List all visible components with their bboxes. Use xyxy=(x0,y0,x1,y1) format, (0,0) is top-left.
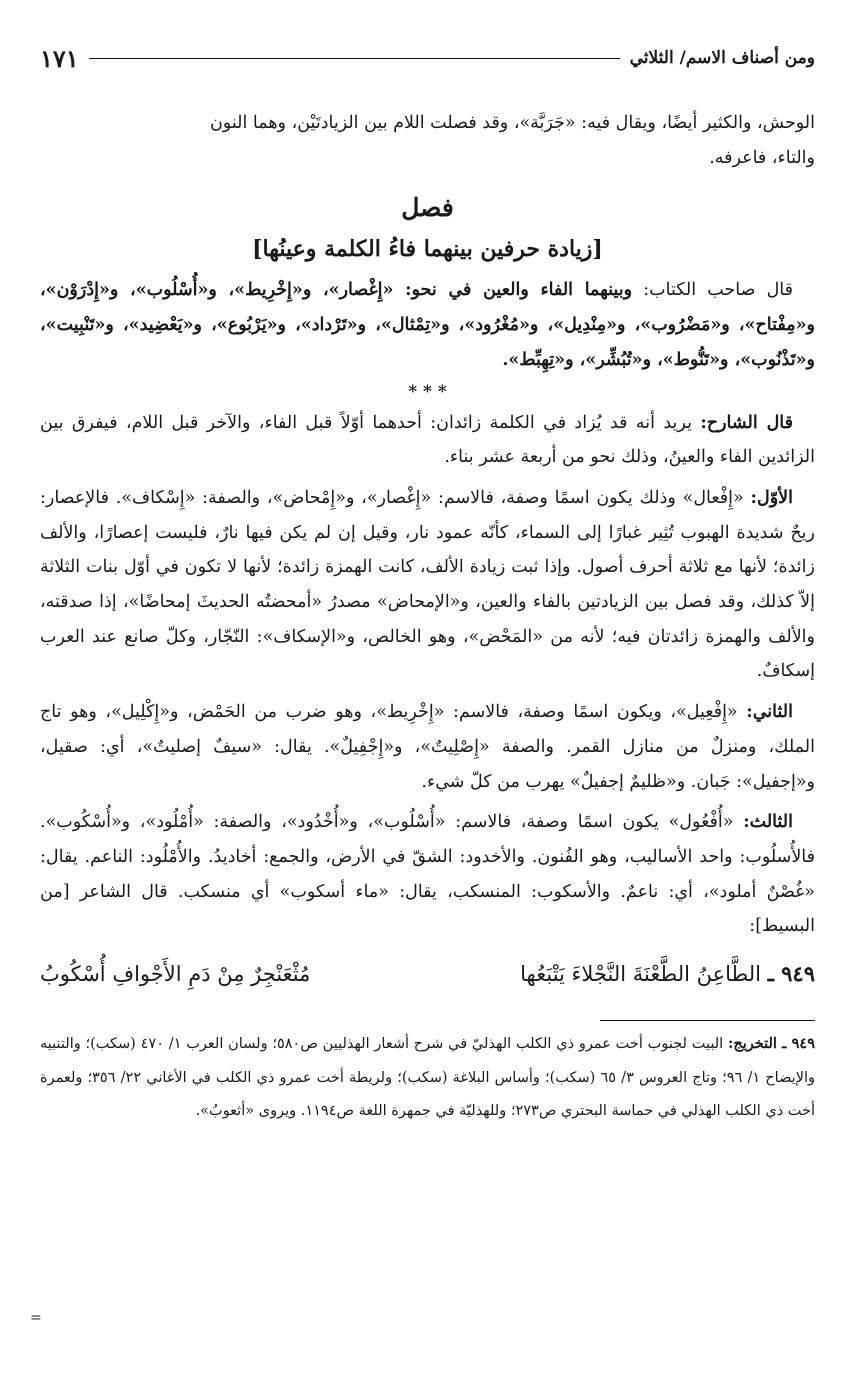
third-text: «أُفْعُول» يكون اسمًا وصفة، فالاسم: «أُسْلُوب»، و«أُخْدُود»، والصفة: «أُمْلُود»، و«أُسْكُوب». فالأُسلُوب: واحد الأساليب، وهو الفُنون. والأخدود: الشقّ في الأرض، والجمع: أخاديدُ. والأُمْلُود: الناعم. يقال: «غُصْنٌ أملود»، أي: ناعمٌ. والأسكوب: المنسكب، يقال: «ماء أسكوب» أي منسكب. قال الشاعر [من البسيط]: xyxy=(40,812,815,937)
footnote-label: ٩٤٩ ـ التخريج: xyxy=(728,1035,816,1053)
author-label: قال صاحب الكتاب: xyxy=(643,280,793,301)
verse-number: ٩٤٩ ـ xyxy=(767,961,815,987)
poetry-verse xyxy=(40,954,815,994)
verse-first-hemistich: الطَّاعِنُ الطَّعْنَةَ النَّجْلاءَ يَتْبَعُها xyxy=(520,962,761,987)
commentator-label: قال الشارح: xyxy=(700,412,793,433)
verse-first-half xyxy=(520,954,815,994)
section-subtitle: [زيادة حرفين بينهما فاءُ الكلمة وعينُها] xyxy=(252,236,603,263)
main-text xyxy=(40,106,815,994)
verse-second-hemistich: مُثْعَنْجِرٌ مِنْ دَمِ الأَجْوافِ أُسْكُوبُ xyxy=(40,962,311,987)
footnote xyxy=(40,1027,815,1129)
page-number: ١٧١ xyxy=(40,43,79,73)
page-header xyxy=(40,40,815,76)
footnote-text: البيت لجنوب أخت عمرو ذي الكلب الهذليّ في شرح أشعار الهذليين ص٥٨٠؛ ولسان العرب ١/ ٤٧٠ (سكب)؛ والتنبيه والإيضاح ١/ ٩٦؛ وتاج العروس ٣/ ٦٥ (سكب)؛ وأساس البلاغة (سكب)؛ ولريطة أخت عمرو ذي الكلب في الأغاني ٢٢/ ٣٥٦؛ ولعمرة أخت ذي الكلب الهذلي في حماسة البحتري ص٢٧٣؛ وللهذليّة في جمهرة اللغة ص١١٩٤. ويروى «أثعوبُ». xyxy=(40,1036,815,1120)
section-title: فصل xyxy=(401,193,454,223)
third-label: الثالث: xyxy=(743,812,793,833)
second-pattern-paragraph xyxy=(40,695,815,799)
commentator-text: يريد أنه قد يُزاد في الكلمة زائدان: أحدهما أوّلاً قبل الفاء، والآخر قبل اللام، فيفرق بين الزائدين الفاء والعينُ، وذلك نحو من أربعة عشر بناء. xyxy=(40,412,815,468)
header-rule xyxy=(89,58,620,59)
section-separator: * * * xyxy=(408,381,447,402)
opening-line-1: الوحش، والكثير أيضًا، ويقال فيه: «جَرَبَّة»، وقد فصلت اللام بين الزيادتَيْن، وهما النون xyxy=(209,113,815,133)
second-label: الثاني: xyxy=(746,702,793,723)
second-text: «إِفْعِيل»، ويكون اسمًا وصفة، فالاسم: «إِخْرِيط»، وهو ضرب من الحَمْض، و«إِكْلِيل»، وهو تاج الملك، ومنزلٌ من منازل القمر. والصفة «إِصْلِيتٌ»، و«إِجْفِيلٌ». يقال: «سيفٌ إصليتٌ»، أي: صقيل، و«إجفيل»: جَبان. و«ظليمٌ إجفيلٌ» يهرب من كلّ شيء. xyxy=(40,702,815,792)
first-label: الأوّل: xyxy=(750,487,793,508)
author-paragraph xyxy=(40,273,815,377)
document-page xyxy=(40,40,815,1129)
margin-mark: = xyxy=(30,1310,42,1326)
running-head: ومن أصناف الاسم/ الثلاثي xyxy=(629,48,815,68)
commentator-paragraph xyxy=(40,406,815,475)
opening-line-2: والتاء، فاعرفه. xyxy=(709,147,815,168)
author-text: وبينهما الفاء والعين في نحو: «إِغْصار»، و«إِخْرِيط»، و«أُسْلُوب»، و«إِدْرَوْن»، و«مِفْتاح»، و«مَضْرُوب»، و«مِنْدِيل»، و«مُغْرُود»، و«تِمْثال»، و«تَرْداد»، و«يَرْبُوع»، و«يَعْضِيد»، و«تَنْبِيت»، و«تَذْنُوب»، و«تَنُّوط»، و«تُبُشِّر»، و«تِهِبِّط». xyxy=(40,280,815,370)
first-text: «إِفْعال» وذلك يكون اسمًا وصفة، فالاسم: «إِغْصار»، و«إِمْحاض»، والصفة: «إِسْكاف». فالإعصار: ريحٌ شديدة الهبوب تُثِير غبارًا إلى السماء، كأنّه عمود نار، وقيل إن لم يكن فيها نارٌ، فليست إعصارًا، والألف زائدة؛ لأنها مع ثلاثة أحرف أصول. وإذا ثبت زيادة الألف، كانت الهمزة زائدة؛ لأنها لا تكون في أوّل بنات الثلاثة إلاّ كذلك، وقد فصل بين الزيادتين بالفاء والعين، و«الإمحاض» مصدرُ «أمحضتُه الحديثَ إمحاضًا»، إذا صدقته، والألف والهمزة زائدتان فيه؛ لأنه من «المَحْض»، وهو الخالص، و«الإسكاف»: النّجّار، وكلّ صانع عند العرب إسكافٌ. xyxy=(40,487,815,682)
first-pattern-paragraph xyxy=(40,481,815,689)
footnote-rule xyxy=(600,1020,815,1021)
third-pattern-paragraph xyxy=(40,805,815,944)
